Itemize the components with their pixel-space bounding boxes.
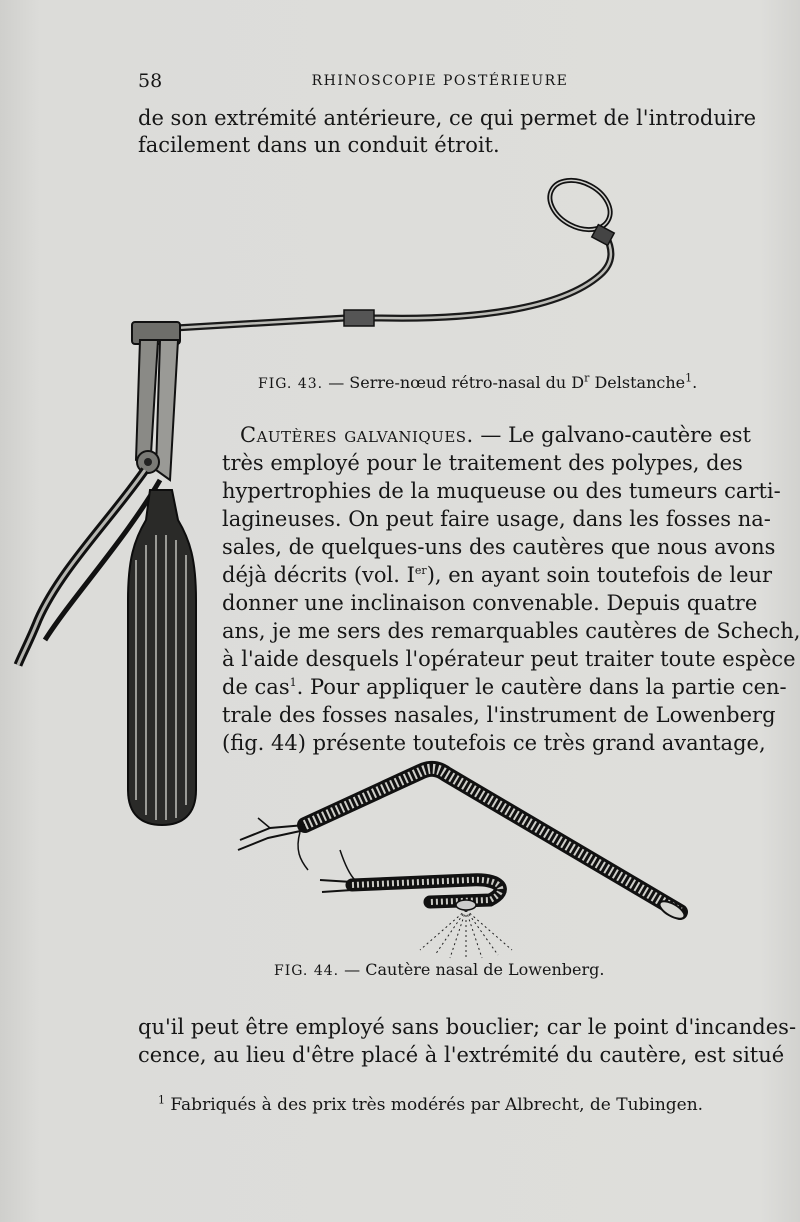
text-line: lagineuses. On peut faire usage, dans les fosses na- (222, 507, 771, 531)
caption-text-end: Delstanche (589, 373, 686, 392)
footnote-mark: 1 (289, 676, 297, 689)
text-fragment: déjà décrits (vol. I (222, 563, 415, 587)
caption-text: — Serre-nœud rétro-nasal du D (328, 373, 585, 392)
text-line (222, 675, 787, 699)
text-line: donner une inclinaison convenable. Depuis quatre (222, 591, 758, 615)
text-line: qu'il peut être employé sans bouclier; car le point d'incandes- (138, 1015, 797, 1039)
caption-superscript: r (584, 371, 590, 385)
superscript: er (414, 564, 427, 577)
figure-44-caption (274, 960, 604, 979)
caption-tail: . (692, 373, 698, 392)
text-line: cence, au lieu d'être placé à l'extrémité du cautère, est situé (138, 1043, 785, 1067)
footnote (158, 1095, 703, 1115)
footnote-mark: 1 (158, 1093, 165, 1107)
text-line (222, 563, 773, 587)
running-title: RHINOSCOPIE POSTÉRIEURE (311, 73, 569, 89)
text-fragment: de cas (222, 675, 290, 699)
figure-label: FIG. 43. (258, 376, 324, 392)
text-line: de son extrémité antérieure, ce qui permet de l'introduire (138, 106, 757, 130)
text-line: trale des fosses nasales, l'instrument de Lowenberg (222, 703, 776, 727)
section-heading: Cautères galvaniques. (240, 423, 474, 447)
footnote-mark: 1 (685, 371, 693, 385)
page-number: 58 (138, 70, 163, 92)
text-line: ans, je me sers des remarquables cautères de Schech, (222, 619, 800, 643)
text-fragment: ), en ayant soin toutefois de leur (426, 563, 773, 587)
text-line (240, 423, 751, 447)
figure-43-caption (258, 373, 697, 392)
figure-label: FIG. 44. (274, 963, 340, 979)
text-fragment: . Pour appliquer le cautère dans la partie cen- (296, 675, 787, 699)
caption-text: — Cautère nasal de Lowenberg. (339, 960, 605, 979)
text-line: (fig. 44) présente toutefois ce très grand avantage, (222, 731, 766, 755)
heading-rest: — Le galvano-cautère est (473, 423, 751, 447)
text-line: facilement dans un conduit étroit. (138, 133, 500, 157)
text-line: à l'aide desquels l'opérateur peut traiter toute espèce (222, 647, 796, 671)
text-line: très employé pour le traitement des polypes, des (222, 451, 743, 475)
text-line: sales, de quelques-uns des cautères que nous avons (222, 535, 776, 559)
footnote-text: Fabriqués à des prix très modérés par Albrecht, de Tubingen. (165, 1095, 704, 1115)
text-line: hypertrophies de la muqueuse ou des tumeurs carti- (222, 479, 781, 503)
